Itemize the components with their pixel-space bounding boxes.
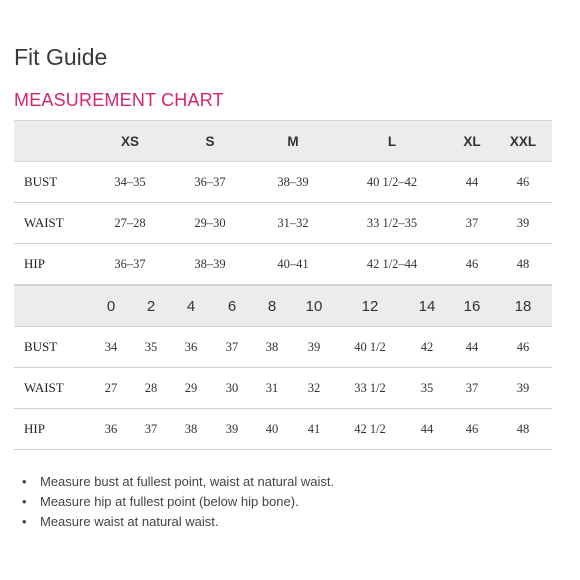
note-text: Measure bust at fullest point, waist at natural waist. (40, 474, 335, 489)
section-title: MEASUREMENT CHART (14, 90, 224, 110)
row-label-bust: BUST (24, 339, 58, 354)
table-cell: 31 (265, 380, 279, 395)
size-header-16: 16 (463, 297, 481, 315)
table-cell: 29 (184, 380, 198, 395)
table-cell: 36 (184, 339, 198, 354)
table-cell: 37 (465, 380, 479, 395)
table-cell: 46 (516, 174, 530, 189)
size-header-8: 8 (267, 297, 277, 315)
table-cell: 38–39 (277, 174, 309, 189)
bullet-icon: • (22, 474, 27, 489)
size-header-xxl: XXL (509, 133, 537, 149)
table-cell: 38 (265, 339, 279, 354)
table-cell: 36–37 (114, 256, 146, 271)
table-row (14, 203, 552, 244)
table-cell: 34–35 (114, 174, 146, 189)
list-item (22, 472, 334, 492)
table-cell: 29–30 (194, 215, 226, 230)
size-header-14: 14 (418, 297, 436, 315)
size-header-s: S (205, 133, 215, 149)
size-header-6: 6 (227, 297, 237, 315)
table-cell: 40 1/2 (354, 339, 386, 354)
table-cell: 39 (225, 421, 239, 436)
size-header-12: 12 (361, 297, 379, 315)
table-cell: 46 (465, 256, 479, 271)
measurement-table (14, 120, 552, 450)
table-cell: 44 (465, 339, 479, 354)
table-cell: 33 1/2–35 (366, 215, 418, 230)
table-cell: 40–41 (277, 256, 309, 271)
table-cell: 46 (516, 339, 530, 354)
size-header-xl: XL (463, 133, 481, 149)
list-item (22, 512, 334, 532)
table-cell: 37 (465, 215, 479, 230)
numeric-size-header-row (14, 285, 552, 327)
table-cell: 37 (144, 421, 158, 436)
table-row (14, 327, 552, 368)
table-cell: 38 (184, 421, 198, 436)
table-cell: 35 (144, 339, 158, 354)
row-label-waist: WAIST (24, 380, 64, 395)
page-title: Fit Guide (14, 44, 108, 70)
measurement-notes-list (22, 472, 334, 532)
row-label-bust: BUST (24, 174, 58, 189)
table-cell: 42 1/2 (354, 421, 386, 436)
table-cell: 44 (465, 174, 479, 189)
table-row (14, 244, 552, 285)
size-header-4: 4 (186, 297, 196, 315)
table-row (14, 409, 552, 450)
table-cell: 38–39 (194, 256, 226, 271)
size-header-10: 10 (305, 297, 323, 315)
table-cell: 37 (225, 339, 239, 354)
table-cell: 36–37 (194, 174, 226, 189)
table-row (14, 162, 552, 203)
size-header-m: M (287, 133, 299, 149)
table-cell: 31–32 (277, 215, 309, 230)
table-cell: 30 (225, 380, 239, 395)
note-text: Measure hip at fullest point (below hip bone). (40, 494, 299, 509)
row-label-hip: HIP (24, 256, 45, 271)
table-cell: 42 (420, 339, 434, 354)
table-cell: 36 (104, 421, 118, 436)
size-header-xs: XS (120, 133, 140, 149)
note-text: Measure waist at natural waist. (40, 514, 219, 529)
table-cell: 48 (516, 421, 530, 436)
list-item (22, 492, 334, 512)
bullet-icon: • (22, 514, 27, 529)
table-cell: 40 1/2–42 (366, 174, 418, 189)
table-cell: 40 (265, 421, 279, 436)
table-cell: 46 (465, 421, 479, 436)
table-cell: 41 (307, 421, 321, 436)
table-cell: 35 (420, 380, 434, 395)
row-label-waist: WAIST (24, 215, 64, 230)
table-cell: 42 1/2–44 (366, 256, 418, 271)
table-cell: 39 (516, 380, 530, 395)
table-row (14, 368, 552, 409)
table-cell: 27 (104, 380, 118, 395)
bullet-icon: • (22, 494, 27, 509)
letter-size-header-row (14, 120, 552, 162)
size-header-l: L (387, 133, 397, 149)
table-cell: 39 (307, 339, 321, 354)
size-header-18: 18 (514, 297, 532, 315)
table-cell: 32 (307, 380, 321, 395)
table-cell: 27–28 (114, 215, 146, 230)
table-cell: 48 (516, 256, 530, 271)
size-header-0: 0 (106, 297, 116, 315)
table-cell: 33 1/2 (354, 380, 386, 395)
row-label-hip: HIP (24, 421, 45, 436)
table-cell: 39 (516, 215, 530, 230)
size-header-2: 2 (146, 297, 156, 315)
table-cell: 44 (420, 421, 434, 436)
table-cell: 28 (144, 380, 158, 395)
table-cell: 34 (104, 339, 118, 354)
